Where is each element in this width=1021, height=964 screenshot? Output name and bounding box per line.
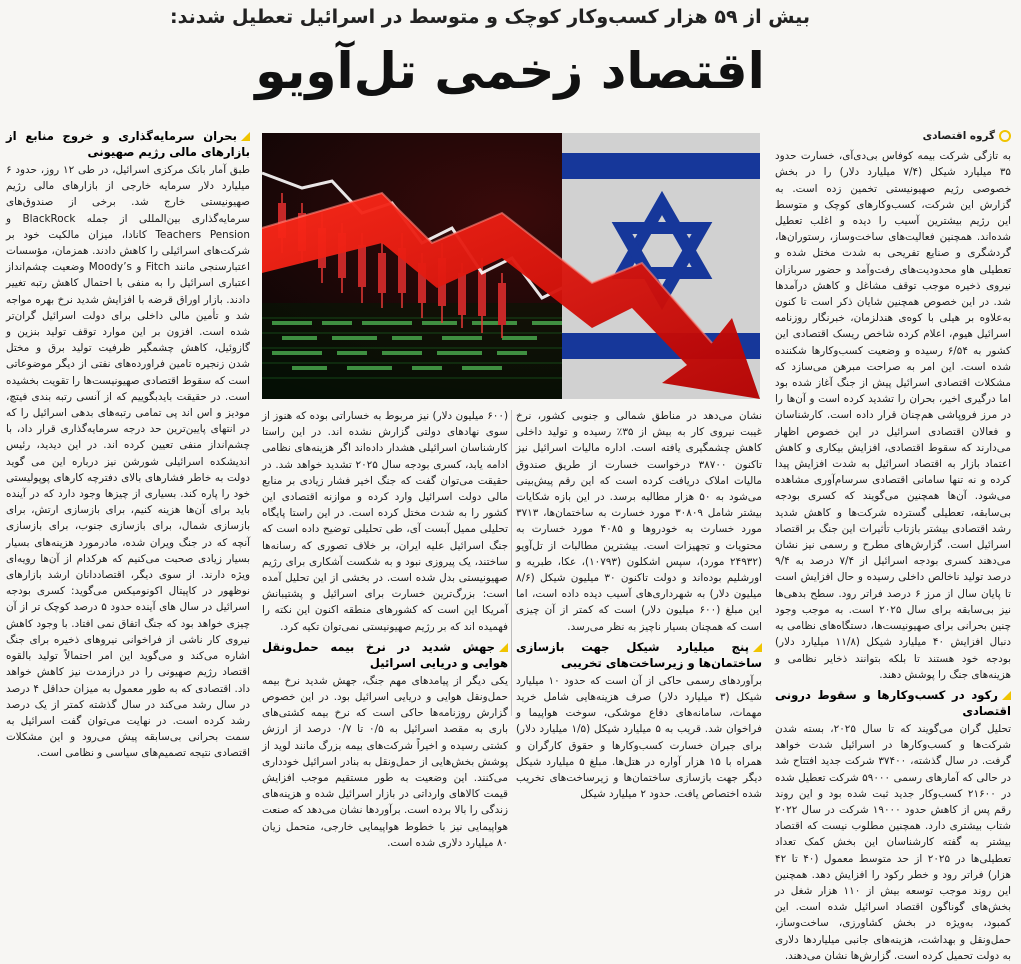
middle-left-paragraph: (۶۰۰ میلیون دلار) نیز مربوط به خساراتی بوده که هنوز از سوی نهادهای دولتی گزارش نشده اند. در این راستا کارشناسان اسرائیلی هشدار داده‌اند اگر هزینه‌های نظامی ادامه یابد، کسری بودجه سال ۲۰۲۵ تشدید خواهد شد. در حقیقت می‌توان گفت که جنگ اخیر فشار زیادی بر منابع مالی دولت اسرائیل وارد کرده و موازنه اقتصادی این کشور را به شدت مختل کرده است. در این راستا پایگاه تحلیلی ممیل آبست آی، طی تحلیلی توضیح داده است که جنگ اسرائیل علیه ایران، بر خلاف تصوری که رسانه‌ها ساختند، یک پیروزی نبود و به شکست آشکاری برای رژیم صهیونیستی بدل شده است. در بخشی از این تحلیل آمده است: بزرگ‌ترین خسارت برای اسرائیل و پشتیبانش آمریکا این است که کشورهای منطقه اکنون این نکته را فهمیده اند که بر رژیم صهیونیستی نمی‌توان تکیه کرد. xyxy=(262,410,508,633)
left-column-paragraph: طبق آمار بانک مرکزی اسرائیل، در طی ۱۲ روز، حدود ۶ میلیارد دلار سرمایه خارجی از بازارهای مالی رژیم صهیونیستی خارج شد. برخی از صندوق‌های سرمایه‌گذاری بین‌المللی از جمله BlackRock و Teachers Pension کانادا، میزان مالکیت خود بر شرکت‌های اسرائیلی را کاهش دادند. همزمان، مؤسسات اعتبارسنجی مانند Fitch و Moody’s وضعیت چشم‌انداز اعتباری اسرائیل را به منفی با احتمال کاهش رتبه تغییر دادند. بازار اوراق قرضه با افزایش شدید نرخ بهره مواجه شد و تأمین مالی داخلی برای دولت اسرائیل گران‌تر شده است. افزون بر این موارد توقف تولید بنزین و گازوئیل، کاهش چشمگیر ظرفیت تولید برق و مختل شدن زنجیره تامین فراورده‌های نفتی از دیگر موضوعاتی است که سقوط اقتصادی صهیونیست‌ها را تقویت بخشیده است. در حقیقت بایدبگوییم که از آنسی رتبه بندی فیتچ، مودیز و اس اند پی تمامی رتبه‌های بدهی اسرائیل را که در انتهای پایین‌ترین حد درجه سرمایه‌گذاری قرار داد، با چشم‌انداز منفی تعیین کرده اند. در این دیدید، رئیس اندیشکده اسرائیلی شورشن نیز درباره این می گوید دولت به خاطر فشارهای بالای دفترچه کارهای پوپولیستی خود را پاره کند. بسیاری از چیزها وجود دارد که در آینده باید برای آن‌ها هزینه کنیم، برای بازسازی ارتش، برای بازسازی شمال، برای بازسازی جنوب، برای بازسازی آنچه که در جنگ ویران شده، مادرمورد هزینه‌های بسیار بسیار زیادی صحبت می‌کنیم که هرکدام از آن‌ها رویه‌ای ویژه دارند. از سوی دیگر، اقتصاددانان ارشد بازارهای نوظهور در کاپیتال اکونومیکس می‌گوید: کسری بودجه اسرائیل در سال های آینده حدود ۵ درصد کوچک تر از آن چیزی خواهد بود که جنگ اتفاق نمی افتاد. با وجود کاهش نیروی کار ناشی از فراخوانی نیروهای ذخیره برای جنگ اشاره می‌کند و می‌گوید این امر احتمالاً تولید بالقوه اقتصاد رژیم صهیونی را در درازمدت نیز کاهش خواهد داد. اقتصادی که به طور معمول به میزان حداقل ۴ درصد در سال رشد می‌کند در سال گذشته کمتر از یک درصد رشد کرده است. در نهایت می‌توان گفت اسرائیل به سمت بحرانی بی‌سابقه پیش می‌رود و این مشکلات اقتصادی نتیجه تصمیم‌های سیاسی و نظامی است. xyxy=(6,164,251,760)
right-subheading: رکود در کسب‌وکارها و سقوط درونی اقتصادی xyxy=(775,687,1011,718)
right-column-paragraph: به تازگی شرکت بیمه کوفاس بی‌دی‌آی، خسارت حدود ۳۵ میلیارد شیکل (۷/۴ میلیارد دلار) را در بخش خصوصی رژیم صهیونیستی تخمین زده است. به گزارش این شرکت، کسب‌و‌کارهای کوچک و متوسط این رژیم بیشترین آسیب را دیده و اغلب تعطیل شده‌اند. همچنین فعالیت‌های ساخت‌وساز، رستوران‌ها، گردشگری و صنایع تفریحی به شدت مختل شده و تعطیلی هاو محدودیت‌های رفت‌وآمد و حضور سربازان نیروی ذخیره موجب توقف مشاغل و کاهش درآمدها شد. در این خصوص همچنین شایان ذکر است تا کنون به‌علاوه بر هیلی با کوه‌ی هندلزمان، خبرنگار روزنامه اسرائیل هیوم، اعلام کرده شاخص ریسک اقتصادی این کشور به ۶/۵۴ رسیده و وضعیت کسب‌و‌کارها شکننده شده است. این امر به صراحت مبرهن می‌سازد که مشکلات اقتصادی اسرائیل پیش از جنگ آغاز شده بود اما درگیری اخیر، بحران را تشدید کرده است و آن‌ها را در مرز فروپاشی هم‌چنان قرار داده است. کارشناسان و فعالان اقتصادی اسرائیل در این خصوص اظهار می‌دارند که سقوط اقتصادی، افزایش بیکاری و کاهش اعتماد بازار به اقتصاد اسرائیل به شدت افزایش پیدا کرده و نه تنها سامانی اقتصادی سرسام‌آوری مشاهده می‌شود. آن‌ها همچنین می‌گویند که کسری بودجه بی‌سابقه، تعطیلی گسترده شرکت‌ها و کاهش شدید رشد اقتصادی بیشتر بازتاب‌ تأثیرات این جنگ بر اقتصاد اسرائیل است. گزارش‌های مطرح و رسمی نیز نشان می‌دهند کسری بودجه اسرائیل از ۷/۴ درصد به ۹/۴ درصد تولید ناخالص داخلی رسیده و حال افزایش است تا پایان سال از مرز ۶ درصد فراتر رود. سطح بدهی‌ها نیز بی‌سابقه برای سال ۲۰۲۵ است. به موجب وجود چنین بحرانی برای صهیونیست‌ها، دستگاه‌های نظامی به دنبال افزایش ۴۰ میلیارد شیکل (۱۱/۸ میلیارد دلار) بودجه خود هستند تا بلکه بتوانند ذخایر نظامی و هزینه‌های جنگ را پوشش دهند. xyxy=(775,150,1012,681)
right-column xyxy=(775,128,1012,962)
kicker-headline: بیش از ۵۹ هزار کسب‌و‌کار کوچک و متوسط در اسرائیل تعطیل شدند: xyxy=(170,6,810,28)
middle-right-column xyxy=(516,408,763,801)
middle-right-sub-paragraph: برآوردهای رسمی حاکی از آن است که حدود ۱۰ میلیارد شیکل (۳ میلیارد دلار) صرف هزینه‌هایی شامل خرید مهمات، سامانه‌های دفاع موشکی، سوخت هواپیما و فراخوان شد. قریب به ۵ میلیارد شیکل (۱/۵ میلیارد دلار) برای جبران خسارت کسب‌وکارها و حقوق کارگران و همراه با ۱۵ هزار آواره در هتل‌ها. مبلغ ۵ میلیارد شیکل دیگر جهت بازسازی ساختمان‌ها و زیرساخت‌های تخریب شده اختصاص یافت. حدود ۲ میلیارد شیکل xyxy=(516,674,763,801)
newspaper-logo-icon xyxy=(999,130,1011,142)
middle-right-paragraph: نشان می‌دهد در مناطق شمالی و جنوبی کشور، نرخ غیبت نیروی کار به بیش از ۳۵٪ رسیده و تولید داخلی کاهش چشمگیری یافته است. اداره مالیات اسرائیل نیز تاکنون ۳۸۷۰۰ درخواست خسارت از طریق صندوق مالیات املاک دریافت کرده است که این رقم پیش‌بینی می‌شود به ۵۰ هزار مطالبه برسد. در این بازه شکایات بیشتر شامل ۳۰۸۰۹ مورد خسارت به ساختمان‌ها، ۳۷۱۳ مورد خسارت به خودروها و ۴۰۸۵ مورد خسارت به محتویات و تجهیزات است. بیشترین مطالبات از تل‌آویو (۲۴۹۳۲ مورد)، سپس اشکلون (۱۰۷۹۳)، عکا، طبریه و اورشلیم بوده‌اند و دولت تاکنون ۳۰ میلیون شیکل (۸/۶ میلیون دلار) به شهرداری‌های آسیب دیده داده است، اما این مبلغ (۶۰۰ میلیون دلار) است که کمتر از آن چیزی است که همچنان بسیار ناچیز به نظر می‌رسد. xyxy=(516,410,763,633)
left-column xyxy=(6,128,251,760)
middle-right-subheading: پنج میلیارد شیکل جهت بازسازی ساختمان‌ها و زیرساخت‌های تخریبی xyxy=(516,639,762,670)
right-sub-paragraph: تحلیل گران می‌گویند که تا سال ۲۰۲۵، بسته شدن شرکت‌ها و کسب‌وکارها در اسرائیل شدت خواهد گرفت. در سال گذشته، ۳۷۴۰۰ شرکت جدید افتتاح شد در حالی که آمارهای رسمی ۵۹۰۰۰ شرکت تعطیل شده در ۲۱۶۰۰ کسب‌وکار جدید ثبت شده بود و این روند رقم پس از کاهش حدود ۱۹۰۰۰ شرکت در سال ۲۰۲۲ شتاب بیشتری دارد. همچنین مطلوب نیست که اقتصاد بیشتر به گفته کارشناسان این بخش کمک تعداد تعطیلی‌ها در ۲۰۲۵ از حد متوسط معمول (۴۰ تا ۴۲ هزار) فراتر رود و خطر رکود را افزایش دهد. همچنین این روند موجب توسعه بیش از ۱۱۰ هزار شغل در بخش‌های گوناگون اقتصاد اسرائیل شده است. این کمبود، به‌ویژه در بخش کشاورزی، ساخت‌وساز، حمل‌ونقل و بهداشت، هزینه‌های جانبی میلیاردها دلاری به دولت تحمیل کرده است. گزارش‌ها نشان می‌دهند. xyxy=(775,722,1012,962)
middle-left-column xyxy=(262,408,509,849)
stock-chart-illustration xyxy=(262,133,760,399)
stock-market-photo xyxy=(262,133,760,399)
byline xyxy=(775,128,1011,144)
byline-text: گروه اقتصادی xyxy=(922,130,995,142)
main-headline: اقتصاد زخمی تل‌آویو xyxy=(255,42,765,100)
left-subheading: بحران سرمایه‌گذاری و خروج منابع از بازارهای مالی رژیم صهیونی xyxy=(6,129,250,159)
middle-left-sub-paragraph: یکی دیگر از پیامدهای مهم جنگ، جهش شدید نرخ بیمه حمل‌ونقل هوایی و دریایی اسرائیل بود. در این خصوص گزارش روزنامه‌ها حاکی است که نرخ بیمه کشتی‌های باری به مقصد اسرائیل به ۰/۵ تا ۰/۷ درصد از ارزش کشتی رسیده و اخیراً شرکت‌های بیمه بزرگ مانند لوید از پوشش بخش‌هایی از حمل‌ونقل به بنادر اسرائیل خودداری می‌کنند. این وضعیت به طور مستقیم موجب افزایش قیمت کالاهای وارداتی در بازار اسرائیل شده و هزینه‌های زندگی را بالا برده است. برآوردها نشان می‌دهد که صنعت هواپیمایی نیز با خطوط هواپیمایی خارجی، متحمل زیان ۸۰ میلیارد دلاری شده است. xyxy=(262,674,509,849)
middle-left-subheading: جهش شدید در نرخ بیمه حمل‌ونقل هوایی و دریایی اسرائیل xyxy=(262,639,508,670)
column-divider xyxy=(511,410,512,716)
